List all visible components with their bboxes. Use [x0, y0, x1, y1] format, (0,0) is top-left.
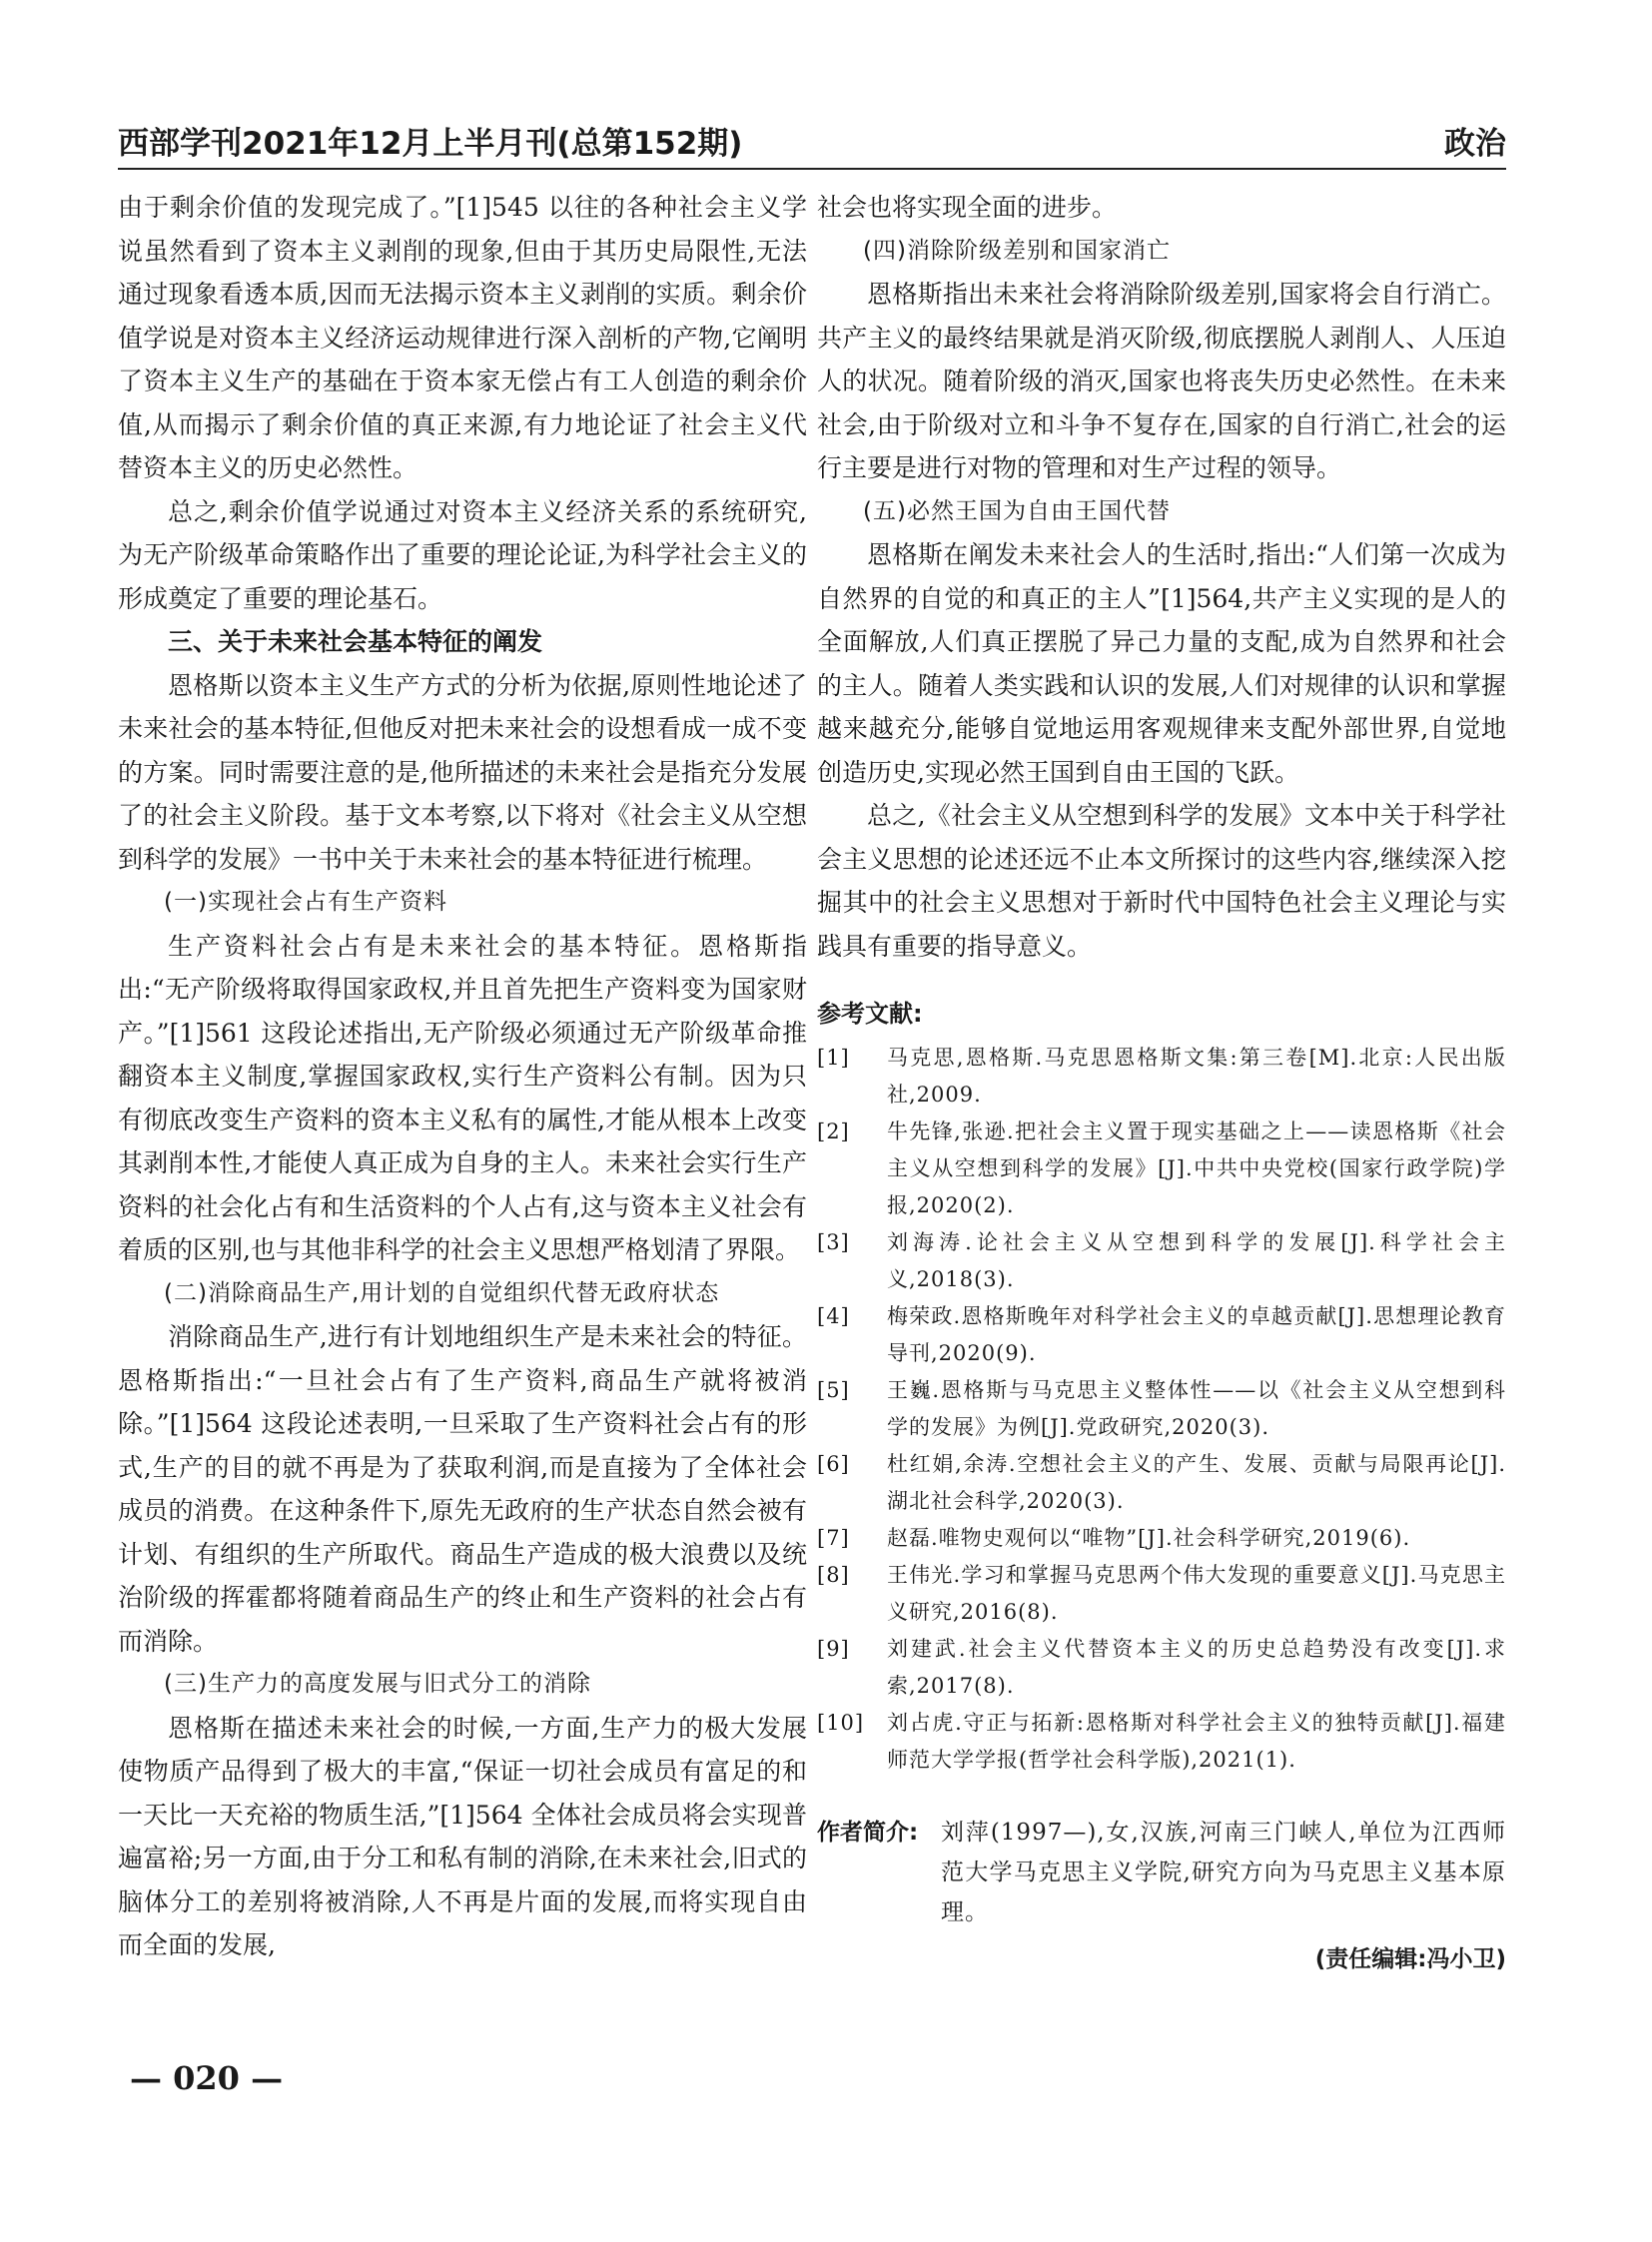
sub-heading: (三)生产力的高度发展与旧式分工的消除 [164, 1671, 591, 1697]
sub-heading: (二)消除商品生产,用计划的自觉组织代替无政府状态 [164, 1279, 720, 1306]
author-text: 刘萍(1997—),女,汉族,河南三门峡人,单位为江西师范大学马克思主义学院,研究方向为马克思主义基本原理。 [941, 1820, 1506, 1925]
reference-number: [7] [817, 1526, 850, 1550]
reference-item [817, 1372, 1506, 1446]
reference-item [817, 1631, 1506, 1705]
references-title: 参考文献: [817, 1000, 923, 1028]
reference-text: 王巍.恩格斯与马克思主义整体性——以《社会主义从空想到科学的发展》为例[J].党政研究,2020(3). [887, 1378, 1506, 1439]
right-column [817, 186, 1506, 1982]
reference-text: 赵磊.唯物史观何以“唯物”[J].社会科学研究,2019(6). [887, 1526, 1411, 1550]
paragraph: 消除商品生产,进行有计划地组织生产是未来社会的特征。恩格斯指出:“一旦社会占有了生产资料,商品生产就将被消除。”[1]564 这段论述表明,一旦采取了生产资料社会占有的形式,生产的目的就不再是为了获取利润,而是直接为了全体社会成员的消费。在这种条件下,原先无政府的生产状态自然会被有计划、有组织的生产所取代。商品生产造成的极大浪费以及统治阶级的挥霍都将随着商品生产的终止和生产资料的社会占有而消除。 [118, 1322, 807, 1656]
reference-number: [4] [817, 1304, 850, 1328]
references [817, 994, 1506, 1779]
sub-heading: (一)实现社会占有生产资料 [164, 889, 447, 915]
paragraph: 由于剩余价值的发现完成了。”[1]545 以往的各种社会主义学说虽然看到了资本主义剥削的现象,但由于其历史局限性,无法通过现象看透本质,因而无法揭示资本主义剥削的实质。剩余价值学说是对资本主义经济运动规律进行深入剖析的产物,它阐明了资本主义生产的基础在于资本家无偿占有工人创造的剩余价值,从而揭示了剩余价值的真正来源,有力地论证了社会主义代替资本主义的历史必然性。 [118, 193, 807, 482]
reference-text: 刘占虎.守正与拓新:恩格斯对科学社会主义的独特贡献[J].福建师范大学学报(哲学社会科学版),2021(1). [887, 1711, 1506, 1772]
section-heading: 三、关于未来社会基本特征的阐发 [168, 627, 543, 656]
reference-text: 刘建武.社会主义代替资本主义的历史总趋势没有改变[J].求索,2017(8). [887, 1637, 1506, 1698]
reference-item [817, 1040, 1506, 1114]
reference-item [817, 1224, 1506, 1298]
page-header [118, 112, 1506, 168]
reference-text: 牛先锋,张逊.把社会主义置于现实基础之上——读恩格斯《社会主义从空想到科学的发展》[J].中共中央党校(国家行政学院)学报,2020(2). [887, 1120, 1506, 1217]
reference-number: [10] [817, 1711, 865, 1735]
reference-item [817, 1520, 1506, 1557]
paragraph: 总之,剩余价值学说通过对资本主义经济关系的系统研究,为无产阶级革命策略作出了重要的理论论证,为科学社会主义的形成奠定了重要的理论基石。 [118, 496, 807, 613]
reference-item [817, 1705, 1506, 1779]
reference-item [817, 1114, 1506, 1224]
reference-item [817, 1446, 1506, 1520]
reference-text: 刘海涛.论社会主义从空想到科学的发展[J].科学社会主义,2018(3). [887, 1230, 1506, 1291]
sub-heading: (四)消除阶级差别和国家消亡 [863, 237, 1171, 264]
paragraph: 恩格斯指出未来社会将消除阶级差别,国家将会自行消亡。共产主义的最终结果就是消灭阶级,彻底摆脱人剥削人、人压迫人的状况。随着阶级的消灭,国家也将丧失历史必然性。在未来社会,由于阶级对立和斗争不复存在,国家的自行消亡,社会的运行主要是进行对物的管理和对生产过程的领导。 [817, 280, 1506, 482]
reference-number: [6] [817, 1452, 850, 1476]
reference-text: 王伟光.学习和掌握马克思两个伟大发现的重要意义[J].马克思主义研究,2016(8). [887, 1563, 1506, 1624]
author-label: 作者简介: [817, 1820, 919, 1846]
left-column [118, 186, 807, 1967]
reference-number: [2] [817, 1120, 850, 1143]
reference-number: [8] [817, 1563, 850, 1587]
reference-text: 马克思,恩格斯.马克思恩格斯文集:第三卷[M].北京:人民出版社,2009. [887, 1046, 1506, 1107]
paragraph: 生产资料社会占有是未来社会的基本特征。恩格斯指出:“无产阶级将取得国家政权,并且首先把生产资料变为国家财产。”[1]561 这段论述指出,无产阶级必须通过无产阶级革命推翻资本主义制度,掌握国家政权,实行生产资料公有制。因为只有彻底改变生产资料的资本主义私有的属性,才能从根本上改变其剥削本性,才能使人真正成为自身的主人。未来社会实行生产资料的社会化占有和生活资料的个人占有,这与资本主义社会有着质的区别,也与其他非科学的社会主义思想严格划清了界限。 [118, 931, 807, 1264]
header-rule [118, 168, 1506, 170]
paragraph: 恩格斯以资本主义生产方式的分析为依据,原则性地论述了未来社会的基本特征,但他反对把未来社会的设想看成一成不变的方案。同时需要注意的是,他所描述的未来社会是指充分发展了的社会主义阶段。基于文本考察,以下将对《社会主义从空想到科学的发展》一书中关于未来社会的基本特征进行梳理。 [118, 670, 807, 874]
page-number: — 020 — [130, 2059, 284, 2097]
paragraph: 恩格斯在描述未来社会的时候,一方面,生产力的极大发展使物质产品得到了极大的丰富,“保证一切社会成员有富足的和一天比一天充裕的物质生活,”[1]564 全体社会成员将会实现普遍富裕;另一方面,由于分工和私有制的消除,在未来社会,旧式的脑体分工的差别将被消除,人不再是片面的发展,而将实现自由而全面的发展, [118, 1713, 807, 1959]
reference-number: [5] [817, 1378, 850, 1402]
sub-heading: (五)必然王国为自由王国代替 [863, 497, 1171, 524]
paragraph: 总之,《社会主义从空想到科学的发展》文本中关于科学社会主义思想的论述还远不止本文所探讨的这些内容,继续深入挖掘其中的社会主义思想对于新时代中国特色社会主义理论与实践具有重要的指导意义。 [817, 801, 1506, 961]
reference-text: 杜红娟,余涛.空想社会主义的产生、发展、贡献与局限再论[J].湖北社会科学,2020(3). [887, 1452, 1506, 1513]
journal-title: 西部学刊2021年12月上半月刊(总第152期) [118, 126, 743, 162]
reference-number: [9] [817, 1637, 850, 1661]
section-tag: 政治 [1444, 126, 1506, 162]
reference-item [817, 1298, 1506, 1372]
reference-list [817, 1040, 1506, 1779]
responsible-editor: (责任编辑:冯小卫) [1314, 1946, 1506, 1972]
reference-item [817, 1557, 1506, 1631]
reference-number: [3] [817, 1230, 850, 1254]
author-bio [817, 1813, 1506, 1932]
paragraph: 恩格斯在阐发未来社会人的生活时,指出:“人们第一次成为自然界的自觉的和真正的主人”[1]564,共产主义实现的是人的全面解放,人们真正摆脱了异己力量的支配,成为自然界和社会的主人。随着人类实践和认识的发展,人们对规律的认识和掌握越来越充分,能够自觉地运用客观规律来支配外部世界,自觉地创造历史,实现必然王国到自由王国的飞跃。 [817, 540, 1506, 787]
reference-text: 梅荣政.恩格斯晚年对科学社会主义的卓越贡献[J].思想理论教育导刊,2020(9). [887, 1304, 1506, 1365]
reference-number: [1] [817, 1046, 850, 1070]
paragraph: 社会也将实现全面的进步。 [817, 193, 1118, 222]
